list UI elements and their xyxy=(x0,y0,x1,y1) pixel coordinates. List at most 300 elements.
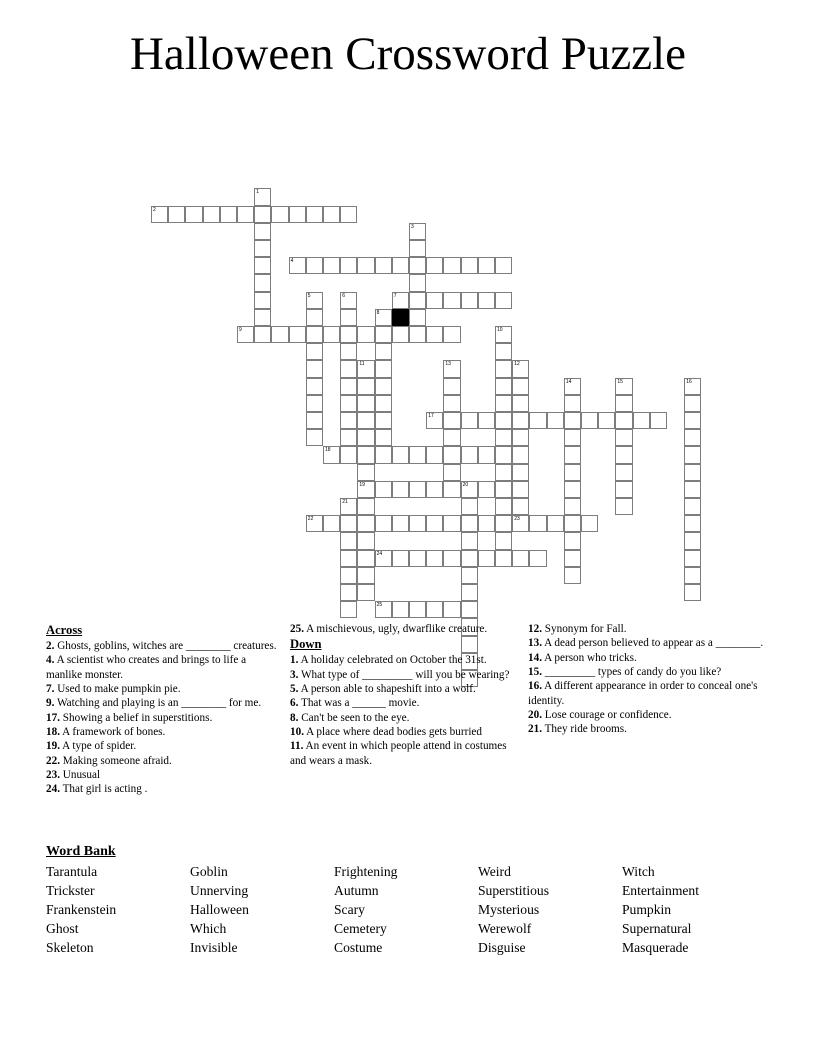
word-bank-item: Scary xyxy=(334,902,365,917)
grid-cell[interactable] xyxy=(254,240,271,257)
grid-cell[interactable] xyxy=(340,360,357,377)
grid-cell[interactable] xyxy=(684,446,701,463)
grid-cell[interactable] xyxy=(495,326,512,343)
grid-cell[interactable] xyxy=(564,395,581,412)
grid-cell[interactable] xyxy=(375,515,392,532)
grid-cell[interactable] xyxy=(426,515,443,532)
grid-cell[interactable] xyxy=(409,223,426,240)
grid-cell[interactable] xyxy=(306,515,323,532)
grid-cell[interactable] xyxy=(684,515,701,532)
grid-cell[interactable] xyxy=(461,567,478,584)
grid-cell[interactable] xyxy=(564,567,581,584)
grid-cell[interactable] xyxy=(443,601,460,618)
grid-cell[interactable] xyxy=(443,446,460,463)
clue-text: Used to make pumpkin pie. xyxy=(54,683,181,696)
grid-cell[interactable] xyxy=(151,206,168,223)
clue-across-7 xyxy=(46,682,284,696)
grid-cell[interactable] xyxy=(495,395,512,412)
grid-cell[interactable] xyxy=(512,378,529,395)
word-bank-item: Ghost xyxy=(46,921,79,936)
grid-cell[interactable] xyxy=(357,378,374,395)
grid-cell[interactable] xyxy=(340,257,357,274)
grid-cell[interactable] xyxy=(529,515,546,532)
grid-cell[interactable] xyxy=(357,481,374,498)
grid-cell[interactable] xyxy=(495,257,512,274)
grid-cell[interactable] xyxy=(357,498,374,515)
grid-cell[interactable] xyxy=(306,412,323,429)
grid-cell[interactable] xyxy=(340,446,357,463)
grid-cell[interactable] xyxy=(426,292,443,309)
grid-cell[interactable] xyxy=(392,515,409,532)
grid-cell[interactable] xyxy=(461,412,478,429)
clue-text: _________ types of candy do you like? xyxy=(541,665,722,678)
word-bank-item: Goblin xyxy=(190,864,228,879)
grid-cell-number: 21 xyxy=(342,498,348,505)
grid-cell[interactable] xyxy=(392,292,409,309)
grid-cell[interactable] xyxy=(220,206,237,223)
grid-cell-number: 13 xyxy=(445,361,451,368)
grid-cell[interactable] xyxy=(306,206,323,223)
grid-cell[interactable] xyxy=(271,206,288,223)
clue-number: 22. xyxy=(46,754,60,767)
grid-cell[interactable] xyxy=(495,550,512,567)
grid-cell[interactable] xyxy=(615,464,632,481)
grid-cell[interactable] xyxy=(409,326,426,343)
grid-cell[interactable] xyxy=(357,515,374,532)
grid-cell[interactable] xyxy=(495,378,512,395)
clues-area xyxy=(46,622,786,797)
grid-cell[interactable] xyxy=(461,601,478,618)
grid-cell[interactable] xyxy=(340,412,357,429)
grid-cell[interactable] xyxy=(357,446,374,463)
grid-cell[interactable] xyxy=(185,206,202,223)
clue-across-18 xyxy=(46,725,284,739)
grid-cell[interactable] xyxy=(461,292,478,309)
grid-block-cell xyxy=(392,309,409,326)
grid-cell[interactable] xyxy=(426,257,443,274)
grid-cell[interactable] xyxy=(512,550,529,567)
grid-cell[interactable] xyxy=(478,412,495,429)
clue-down-8 xyxy=(290,711,522,725)
clue-number: 21. xyxy=(528,723,542,736)
clue-across-2 xyxy=(46,639,284,653)
grid-cell[interactable] xyxy=(495,464,512,481)
grid-cell[interactable] xyxy=(340,206,357,223)
grid-cell-number: 23 xyxy=(514,516,520,523)
grid-cell[interactable] xyxy=(512,481,529,498)
grid-cell[interactable] xyxy=(323,326,340,343)
grid-cell[interactable] xyxy=(564,532,581,549)
clue-number: 12. xyxy=(528,623,542,635)
grid-cell[interactable] xyxy=(340,292,357,309)
grid-cell[interactable] xyxy=(254,309,271,326)
grid-cell[interactable] xyxy=(443,395,460,412)
grid-cell[interactable] xyxy=(323,206,340,223)
grid-cell[interactable] xyxy=(271,326,288,343)
grid-cell[interactable] xyxy=(409,309,426,326)
grid-cell[interactable] xyxy=(340,584,357,601)
grid-cell[interactable] xyxy=(529,412,546,429)
grid-cell[interactable] xyxy=(443,550,460,567)
grid-cell[interactable] xyxy=(357,395,374,412)
grid-cell[interactable] xyxy=(512,464,529,481)
clue-text: An event in which people attend in costumes and wears a mask. xyxy=(290,740,507,767)
clue-text: A place where dead bodies gets burried xyxy=(303,726,482,739)
grid-cell[interactable] xyxy=(564,550,581,567)
grid-cell[interactable] xyxy=(461,446,478,463)
grid-cell[interactable] xyxy=(461,550,478,567)
grid-cell[interactable] xyxy=(306,429,323,446)
clue-text: A mischievous, ugly, dwarflike creature. xyxy=(303,623,488,635)
grid-cell[interactable] xyxy=(375,429,392,446)
grid-cell[interactable] xyxy=(375,550,392,567)
grid-cell[interactable] xyxy=(426,446,443,463)
grid-cell[interactable] xyxy=(495,292,512,309)
grid-cell-number: 24 xyxy=(376,550,383,557)
grid-cell[interactable] xyxy=(340,429,357,446)
clue-number: 10. xyxy=(290,726,304,739)
grid-cell[interactable] xyxy=(495,532,512,549)
clue-down-13 xyxy=(528,636,780,650)
grid-cell[interactable] xyxy=(684,464,701,481)
grid-cell[interactable] xyxy=(357,532,374,549)
grid-cell[interactable] xyxy=(323,515,340,532)
grid-cell[interactable] xyxy=(495,481,512,498)
grid-cell[interactable] xyxy=(340,601,357,618)
grid-cell[interactable] xyxy=(426,601,443,618)
grid-cell[interactable] xyxy=(461,584,478,601)
grid-cell[interactable] xyxy=(443,515,460,532)
grid-cell[interactable] xyxy=(684,481,701,498)
clue-number: 8. xyxy=(290,711,299,724)
word-bank-item: Werewolf xyxy=(478,921,532,936)
grid-cell[interactable] xyxy=(564,515,581,532)
grid-cell[interactable] xyxy=(564,464,581,481)
word-bank-item: Halloween xyxy=(190,902,249,917)
grid-cell[interactable] xyxy=(340,395,357,412)
word-bank-item: Frankenstein xyxy=(46,902,117,917)
grid-cell[interactable] xyxy=(564,446,581,463)
clue-number: 6. xyxy=(290,697,299,710)
grid-cell-number: 17 xyxy=(428,412,434,419)
clue-down-16 xyxy=(528,679,780,708)
grid-cell[interactable] xyxy=(254,206,271,223)
grid-cell[interactable] xyxy=(650,412,667,429)
clue-text: Ghosts, goblins, witches are ________ creatures. xyxy=(54,640,277,653)
grid-cell[interactable] xyxy=(306,309,323,326)
grid-cell[interactable] xyxy=(340,550,357,567)
grid-cell[interactable] xyxy=(684,498,701,515)
grid-cell[interactable] xyxy=(392,446,409,463)
grid-cell[interactable] xyxy=(426,412,443,429)
grid-cell[interactable] xyxy=(633,412,650,429)
grid-cell[interactable] xyxy=(306,292,323,309)
grid-cell[interactable] xyxy=(237,206,254,223)
word-bank-item: Weird xyxy=(478,864,511,879)
clue-across-25 xyxy=(290,622,522,636)
grid-cell[interactable] xyxy=(409,292,426,309)
grid-cell[interactable] xyxy=(684,395,701,412)
grid-cell[interactable] xyxy=(375,601,392,618)
grid-cell[interactable] xyxy=(547,515,564,532)
word-bank-item: Skeleton xyxy=(46,940,94,955)
grid-cell[interactable] xyxy=(357,567,374,584)
grid-cell[interactable] xyxy=(495,412,512,429)
grid-cell[interactable] xyxy=(615,412,632,429)
grid-cell[interactable] xyxy=(443,464,460,481)
grid-cell[interactable] xyxy=(409,240,426,257)
clue-across-9 xyxy=(46,696,284,710)
grid-cell[interactable] xyxy=(375,395,392,412)
grid-cell[interactable] xyxy=(443,481,460,498)
grid-cell[interactable] xyxy=(289,257,306,274)
clue-across-17 xyxy=(46,711,284,725)
grid-cell[interactable] xyxy=(254,274,271,291)
grid-cell[interactable] xyxy=(409,446,426,463)
grid-cell[interactable] xyxy=(443,326,460,343)
clue-text: Making someone afraid. xyxy=(59,754,172,767)
grid-cell[interactable] xyxy=(478,481,495,498)
grid-cell-number: 5 xyxy=(307,292,311,299)
grid-cell[interactable] xyxy=(564,481,581,498)
grid-cell[interactable] xyxy=(168,206,185,223)
grid-cell[interactable] xyxy=(375,326,392,343)
grid-cell-number: 1 xyxy=(256,189,259,196)
grid-cell[interactable] xyxy=(357,429,374,446)
grid-cell[interactable] xyxy=(375,360,392,377)
word-bank-item: Unnerving xyxy=(190,883,249,898)
grid-cell[interactable] xyxy=(461,481,478,498)
grid-cell[interactable] xyxy=(512,515,529,532)
clue-down-14 xyxy=(528,651,780,665)
grid-cell[interactable] xyxy=(409,601,426,618)
grid-cell[interactable] xyxy=(495,360,512,377)
grid-cell[interactable] xyxy=(203,206,220,223)
clue-across-23 xyxy=(46,768,284,782)
grid-cell[interactable] xyxy=(237,326,254,343)
grid-cell[interactable] xyxy=(443,360,460,377)
grid-cell[interactable] xyxy=(512,498,529,515)
grid-cell[interactable] xyxy=(357,257,374,274)
word-bank-item: Entertainment xyxy=(622,883,700,898)
grid-cell[interactable] xyxy=(306,343,323,360)
grid-cell[interactable] xyxy=(615,395,632,412)
grid-cell[interactable] xyxy=(512,412,529,429)
clue-number: 14. xyxy=(528,651,542,664)
grid-cell[interactable] xyxy=(495,498,512,515)
grid-cell[interactable] xyxy=(409,274,426,291)
clue-number: 9. xyxy=(46,697,55,710)
grid-cell[interactable] xyxy=(684,584,701,601)
grid-cell[interactable] xyxy=(254,188,271,205)
grid-cell[interactable] xyxy=(684,567,701,584)
clue-down-12 xyxy=(528,622,780,636)
grid-cell[interactable] xyxy=(478,550,495,567)
grid-cell[interactable] xyxy=(409,550,426,567)
grid-cell[interactable] xyxy=(512,446,529,463)
clue-number: 18. xyxy=(46,726,60,739)
grid-cell[interactable] xyxy=(581,412,598,429)
grid-cell[interactable] xyxy=(581,515,598,532)
grid-cell[interactable] xyxy=(461,532,478,549)
grid-cell[interactable] xyxy=(495,515,512,532)
clue-down-20 xyxy=(528,708,780,722)
clue-text: Synonym for Fall. xyxy=(541,623,627,635)
grid-cell[interactable] xyxy=(375,378,392,395)
grid-cell[interactable] xyxy=(340,498,357,515)
grid-cell[interactable] xyxy=(357,326,374,343)
clue-number: 15. xyxy=(528,665,542,678)
grid-cell[interactable] xyxy=(529,550,546,567)
grid-cell[interactable] xyxy=(254,292,271,309)
grid-cell[interactable] xyxy=(564,429,581,446)
grid-cell[interactable] xyxy=(495,429,512,446)
grid-cell-number: 8 xyxy=(376,309,380,316)
grid-cell[interactable] xyxy=(306,326,323,343)
grid-cell[interactable] xyxy=(392,481,409,498)
grid-cell-number: 4 xyxy=(290,258,294,265)
grid-cell[interactable] xyxy=(306,395,323,412)
grid-cell[interactable] xyxy=(512,360,529,377)
grid-cell[interactable] xyxy=(289,326,306,343)
grid-cell[interactable] xyxy=(684,550,701,567)
clue-text: Watching and playing is an ________ for me. xyxy=(54,697,262,710)
grid-cell[interactable] xyxy=(426,481,443,498)
grid-cell[interactable] xyxy=(443,412,460,429)
grid-cell[interactable] xyxy=(392,326,409,343)
clue-number: 5. xyxy=(290,683,299,696)
grid-cell[interactable] xyxy=(615,481,632,498)
grid-cell[interactable] xyxy=(392,550,409,567)
grid-cell[interactable] xyxy=(478,257,495,274)
grid-cell[interactable] xyxy=(254,326,271,343)
word-bank-item: Superstitious xyxy=(478,883,549,898)
grid-cell[interactable] xyxy=(512,429,529,446)
grid-cell[interactable] xyxy=(684,412,701,429)
grid-cell[interactable] xyxy=(478,446,495,463)
grid-cell[interactable] xyxy=(357,550,374,567)
grid-cell[interactable] xyxy=(564,412,581,429)
grid-cell[interactable] xyxy=(547,412,564,429)
clue-number: 13. xyxy=(528,637,542,650)
grid-cell[interactable] xyxy=(340,567,357,584)
grid-cell[interactable] xyxy=(306,257,323,274)
grid-cell[interactable] xyxy=(426,550,443,567)
grid-cell[interactable] xyxy=(615,429,632,446)
grid-cell[interactable] xyxy=(392,257,409,274)
grid-cell[interactable] xyxy=(375,446,392,463)
grid-cell[interactable] xyxy=(512,395,529,412)
clue-text: That girl is acting . xyxy=(59,783,148,796)
grid-cell[interactable] xyxy=(443,292,460,309)
grid-cell[interactable] xyxy=(598,412,615,429)
grid-cell[interactable] xyxy=(340,326,357,343)
grid-cell[interactable] xyxy=(254,223,271,240)
grid-cell[interactable] xyxy=(478,292,495,309)
grid-cell[interactable] xyxy=(443,257,460,274)
grid-cell[interactable] xyxy=(409,481,426,498)
word-bank-list xyxy=(46,862,786,957)
clues-column-1 xyxy=(46,622,290,797)
grid-cell[interactable] xyxy=(375,309,392,326)
grid-cell[interactable] xyxy=(289,206,306,223)
grid-cell[interactable] xyxy=(392,601,409,618)
grid-cell[interactable] xyxy=(495,343,512,360)
grid-cell[interactable] xyxy=(615,378,632,395)
grid-cell[interactable] xyxy=(340,515,357,532)
grid-cell[interactable] xyxy=(375,257,392,274)
grid-cell[interactable] xyxy=(375,343,392,360)
grid-cell-number: 19 xyxy=(359,481,365,488)
grid-cell[interactable] xyxy=(357,360,374,377)
grid-cell[interactable] xyxy=(426,326,443,343)
grid-cell[interactable] xyxy=(375,481,392,498)
grid-cell[interactable] xyxy=(254,257,271,274)
clues-column-2 xyxy=(290,622,528,768)
clue-down-15 xyxy=(528,665,780,679)
grid-cell-number: 20 xyxy=(462,481,469,488)
grid-cell[interactable] xyxy=(684,378,701,395)
clue-number: 25. xyxy=(290,623,304,635)
grid-cell[interactable] xyxy=(478,515,495,532)
grid-cell[interactable] xyxy=(323,257,340,274)
clue-text: A holiday celebrated on October the 31st. xyxy=(298,654,487,667)
grid-cell[interactable] xyxy=(340,532,357,549)
grid-cell[interactable] xyxy=(615,498,632,515)
grid-cell[interactable] xyxy=(340,309,357,326)
grid-cell[interactable] xyxy=(306,378,323,395)
grid-cell[interactable] xyxy=(375,412,392,429)
word-bank-heading: Word Bank xyxy=(46,844,116,859)
grid-cell[interactable] xyxy=(323,446,340,463)
crossword-grid-container xyxy=(0,79,816,609)
grid-cell-number: 2 xyxy=(153,206,156,213)
word-bank-item: Cemetery xyxy=(334,921,387,936)
grid-cell[interactable] xyxy=(443,429,460,446)
grid-cell[interactable] xyxy=(409,257,426,274)
grid-cell[interactable] xyxy=(564,498,581,515)
grid-cell[interactable] xyxy=(306,360,323,377)
clue-down-3 xyxy=(290,668,522,682)
grid-cell[interactable] xyxy=(357,584,374,601)
grid-cell[interactable] xyxy=(461,515,478,532)
word-bank-item: Supernatural xyxy=(622,921,692,936)
grid-cell[interactable] xyxy=(461,498,478,515)
page-title: Halloween Crossword Puzzle xyxy=(129,28,687,80)
clue-down-1 xyxy=(290,653,522,667)
clue-number: 3. xyxy=(290,668,299,681)
grid-cell[interactable] xyxy=(340,378,357,395)
clue-number: 16. xyxy=(528,680,542,693)
clue-number: 20. xyxy=(528,708,542,721)
grid-cell[interactable] xyxy=(495,446,512,463)
grid-cell[interactable] xyxy=(357,412,374,429)
grid-cell-number: 18 xyxy=(325,447,331,454)
grid-cell[interactable] xyxy=(615,446,632,463)
word-bank-item: Trickster xyxy=(46,883,95,898)
grid-cell[interactable] xyxy=(564,378,581,395)
grid-cell[interactable] xyxy=(443,378,460,395)
grid-cell[interactable] xyxy=(684,429,701,446)
grid-cell-number: 6 xyxy=(342,292,345,299)
grid-cell[interactable] xyxy=(409,515,426,532)
grid-cell[interactable] xyxy=(461,257,478,274)
grid-cell[interactable] xyxy=(357,464,374,481)
grid-cell[interactable] xyxy=(340,343,357,360)
clue-text: A dead person believed to appear as a ________. xyxy=(541,637,764,650)
grid-cell[interactable] xyxy=(684,532,701,549)
clue-across-24 xyxy=(46,782,284,796)
